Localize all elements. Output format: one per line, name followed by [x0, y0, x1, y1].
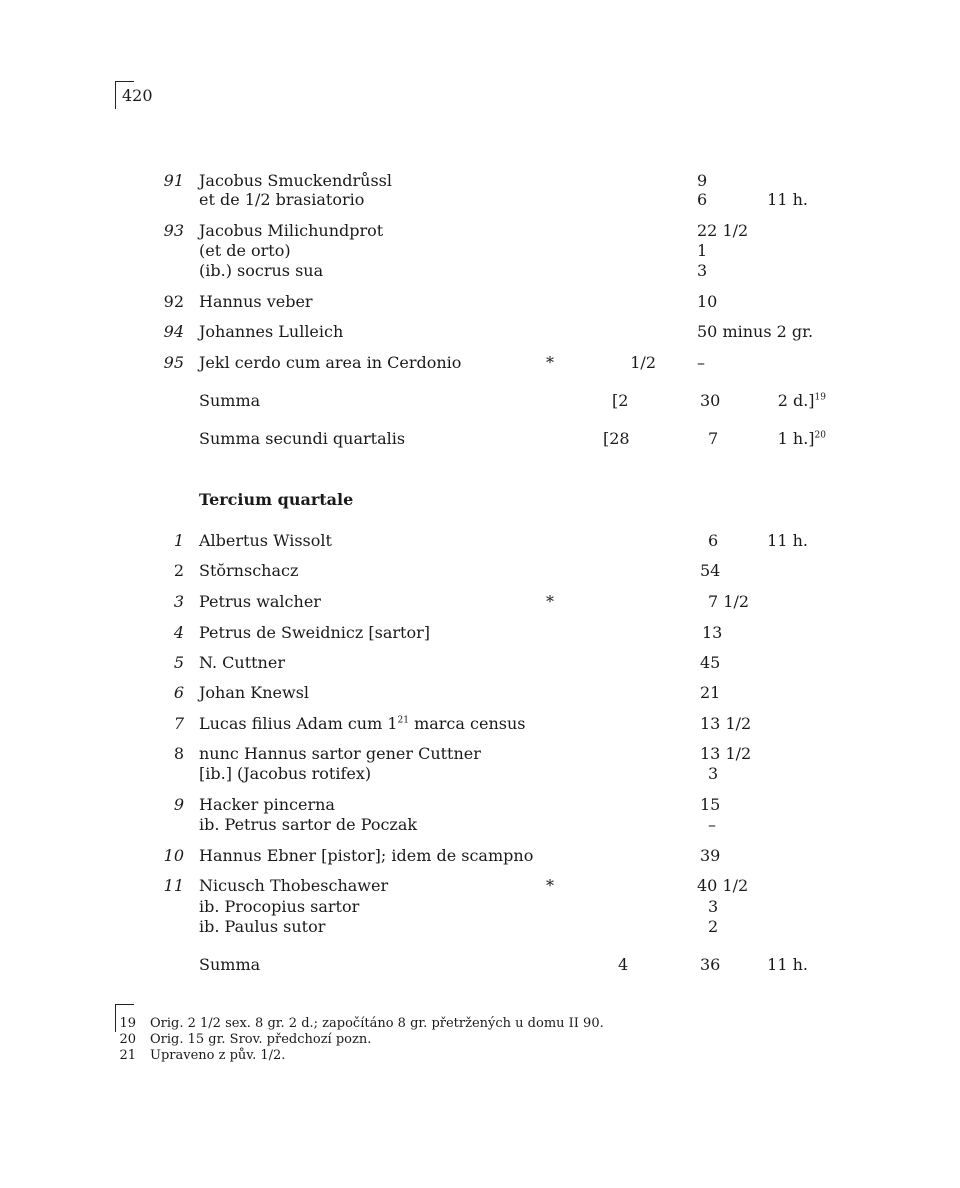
entry-number: 3 [173, 592, 184, 611]
footnote-text: Orig. 15 gr. Srov. předchozí pozn. [150, 1032, 372, 1047]
entry-amount: 3 [708, 764, 719, 783]
entry-star: * [546, 592, 554, 611]
entry-row [0, 561, 960, 581]
entry-number: 10 [163, 846, 184, 865]
entry-sexagenae: [2 [612, 391, 629, 410]
entry-denarii: 2 d.]$^{19}$ [777, 391, 826, 410]
entry-number: 92 [163, 292, 184, 311]
entry-name: Petrus de Sweidnicz [sartor] [199, 623, 430, 642]
entry-name: ib. Procopius sartor [199, 897, 360, 916]
entry-amount: 22 1/2 [697, 221, 749, 240]
entry-amount: 30 [700, 391, 721, 410]
entry-name: ib. Paulus sutor [199, 917, 326, 936]
entry-name: Hacker pincerna [199, 795, 335, 814]
entry-amount: 7 [708, 429, 719, 448]
entry-number: 9 [173, 795, 184, 814]
entry-name: Summa secundi quartalis [199, 429, 406, 448]
entry-row [0, 531, 960, 551]
entry-amount: 36 [700, 955, 721, 974]
entry-star: * [546, 353, 554, 372]
entry-name: (ib.) socrus sua [199, 261, 324, 280]
footnote-text: Orig. 2 1/2 sex. 8 gr. 2 d.; započítáno 8 gr. přetržených u domu II 90. [150, 1016, 604, 1031]
summa-row [0, 429, 960, 449]
entry-amount: 13 [702, 623, 723, 642]
entry-sexagenae: [28 [603, 429, 630, 448]
entry-row [0, 322, 960, 342]
entry-number: 93 [163, 221, 184, 240]
entry-amount: 40 1/2 [697, 876, 749, 895]
entry-amount: 7 1/2 [708, 592, 750, 611]
entry-name: Jacobus Milichundprot [199, 221, 384, 240]
entry-number: 91 [163, 171, 184, 190]
entry-amount: 9 [697, 171, 708, 190]
entry-amount: 45 [700, 653, 721, 672]
entry-heller: 11 h. [767, 190, 808, 209]
entry-name: Nicusch Thobeschawer [199, 876, 389, 895]
entry-amount: 10 [697, 292, 718, 311]
entry-name: Johannes Lulleich [199, 322, 344, 341]
entry-number: 11 [163, 876, 184, 895]
entry-number: 5 [173, 653, 184, 672]
entry-row [0, 683, 960, 703]
entry-name: et de 1/2 brasiatorio [199, 190, 365, 209]
entry-name: Hannus Ebner [pistor]; idem de scampno [199, 846, 534, 865]
entry-amount: 3 [697, 261, 708, 280]
entry-amount: 6 [697, 190, 708, 209]
entry-row [0, 714, 960, 734]
footnote-number: 21 [119, 1048, 136, 1063]
entry-name: N. Cuttner [199, 653, 285, 672]
section-heading: Tercium quartale [199, 490, 354, 509]
entry-row [0, 744, 960, 764]
entry-amount: – [697, 353, 705, 372]
entry-name: nunc Hannus sartor gener Cuttner [199, 744, 481, 763]
entry-row [0, 876, 960, 896]
entry-number: 4 [173, 623, 184, 642]
entry-name: [ib.] (Jacobus rotifex) [199, 764, 372, 783]
entry-amount: 1 [697, 241, 708, 260]
entry-row [0, 221, 960, 241]
entry-name: (et de orto) [199, 241, 291, 260]
footnote-number: 19 [119, 1016, 136, 1031]
footnote-ref: 21 [397, 715, 409, 726]
entry-name: Stŏrnschacz [199, 561, 299, 580]
entry-row [0, 815, 960, 835]
entry-number: 1 [173, 531, 184, 550]
entry-name: Jekl cerdo cum area in Cerdonio [199, 353, 462, 372]
entry-row [0, 917, 960, 937]
entry-star: * [546, 876, 554, 895]
summa-row [0, 391, 960, 411]
entry-name: Summa [199, 955, 261, 974]
entry-row [0, 190, 960, 210]
entry-amount: 6 [708, 531, 719, 550]
entry-amount: 2 [708, 917, 719, 936]
entry-amount: 54 [700, 561, 721, 580]
entry-name: ib. Petrus sartor de Poczak [199, 815, 418, 834]
entry-amount: 13 1/2 [700, 714, 752, 733]
entry-row [0, 846, 960, 866]
entry-sexagenae: 1/2 [630, 353, 656, 372]
entry-name: Summa [199, 391, 261, 410]
entry-row [0, 353, 960, 373]
entry-heller: 11 h. [767, 531, 808, 550]
entry-row [0, 623, 960, 643]
entry-name: Johan Knewsl [199, 683, 310, 702]
entry-number: 6 [173, 683, 184, 702]
entry-row [0, 764, 960, 784]
entry-number: 8 [173, 744, 184, 763]
footnote-text: Upraveno z pův. 1/2. [150, 1048, 286, 1063]
entry-name: Albertus Wissolt [199, 531, 332, 550]
entry-heller: 11 h. [767, 955, 808, 974]
entry-amount: 21 [700, 683, 721, 702]
entry-row [0, 171, 960, 191]
summa-row [0, 955, 960, 975]
entry-number: 2 [173, 561, 184, 580]
entry-amount: 50 minus 2 gr. [697, 322, 814, 341]
entry-number: 7 [173, 714, 184, 733]
entry-row [0, 592, 960, 612]
entry-row [0, 241, 960, 261]
entry-row [0, 653, 960, 673]
footnote-ref: 19 [814, 392, 826, 403]
entry-row [0, 795, 960, 815]
entry-heller: 1 h.]$^{20}$ [777, 429, 826, 448]
entry-name: Jacobus Smuckendrůssl [199, 171, 392, 190]
page-number: 420 [122, 86, 153, 105]
entry-sexagenae: 4 [618, 955, 629, 974]
entry-amount: 15 [700, 795, 721, 814]
entry-row [0, 292, 960, 312]
entry-amount: 3 [708, 897, 719, 916]
entry-name: Hannus veber [199, 292, 313, 311]
entry-name: Petrus walcher [199, 592, 321, 611]
entry-row [0, 261, 960, 281]
footnote-number: 20 [119, 1032, 136, 1047]
entry-amount: – [708, 815, 716, 834]
entry-number: 94 [163, 322, 184, 341]
entry-name: Lucas filius Adam cum $1^{21}$ marca census [199, 714, 526, 733]
entry-amount: 13 1/2 [700, 744, 752, 763]
entry-number: 95 [163, 353, 184, 372]
footnote-ref: 20 [814, 430, 826, 441]
entry-row [0, 897, 960, 917]
entry-amount: 39 [700, 846, 721, 865]
